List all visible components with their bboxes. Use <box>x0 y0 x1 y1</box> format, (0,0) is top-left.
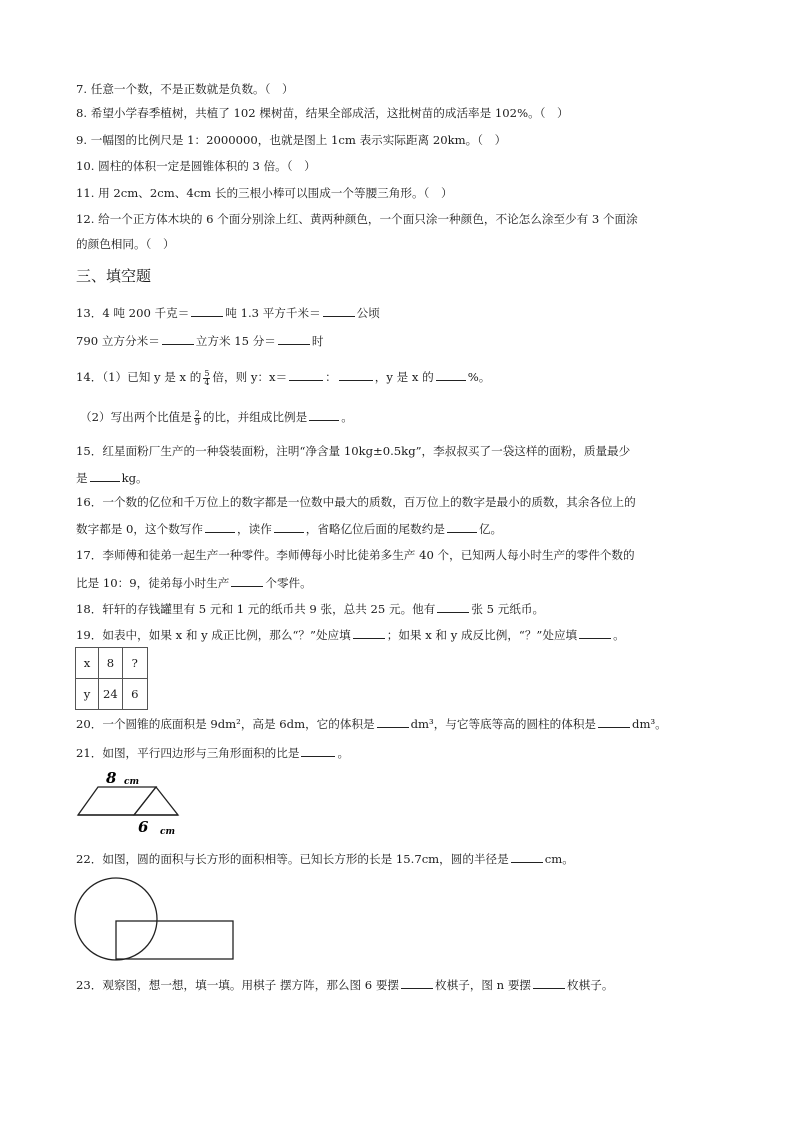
question-18: 18．轩轩的存钱罐里有 5 元和 1 元的纸币共 9 张，总共 25 元。他有 张 5 元纸币。 <box>76 602 545 616</box>
triangle-shape <box>134 787 178 815</box>
answer-blank[interactable] <box>231 575 263 587</box>
question-22: 22．如图，圆的面积与长方形的面积相等。已知长方形的长是 15.7cm，圆的半径是 cm。 <box>76 852 574 866</box>
question-19: 19．如表中，如果 x 和 y 成正比例，那么“？”处应填 ；如果 x 和 y 成反比例，“？”处应填 。 <box>76 628 625 642</box>
answer-blank[interactable] <box>301 745 335 757</box>
question-14-part2: （2）写出两个比值是 $\frac{2}{9}$ 的比，并组成比例是 。 <box>80 408 353 427</box>
question-20: 20．一个圆锥的底面积是 9dm²，高是 6dm，它的体积是 dm³，与它等底等高的圆柱的体积是 dm³。 <box>76 717 667 731</box>
question-12-line2: 的颜色相同。（ ） <box>76 237 175 251</box>
table-cell: y <box>76 679 99 710</box>
answer-blank[interactable] <box>274 521 304 533</box>
table-cell: x <box>76 648 99 679</box>
answer-blank[interactable] <box>339 369 373 381</box>
question-14-part1: 14．（1）已知 y 是 x 的 $\frac{5}{4}$ 倍，则 y：x＝ ： ，y 是 x 的 %。 <box>76 368 491 387</box>
answer-blank[interactable] <box>533 977 565 989</box>
question-10: 10. 圆柱的体积一定是圆锥体积的 3 倍。（ ） <box>76 159 316 173</box>
question-17-line2: 比是 10：9，徒弟每小时生产 个零件。 <box>76 576 312 590</box>
bottom-length-value: 6 <box>138 818 149 836</box>
question-15-line2: 是 kg。 <box>76 471 148 485</box>
answer-blank[interactable] <box>377 716 409 728</box>
parallelogram-triangle-figure <box>74 768 204 838</box>
answer-blank[interactable] <box>579 627 611 639</box>
section-heading-fill-in: 三、填空题 <box>76 267 152 285</box>
top-length-value: 8 <box>106 769 117 787</box>
fraction: $\frac{5}{4}$ <box>204 368 210 387</box>
question-16-line1: 16．一个数的亿位和千万位上的数字都是一位数中最大的质数，百万位上的数字是最小的质数，其余各位上的 <box>76 495 636 509</box>
answer-blank[interactable] <box>309 409 339 421</box>
question-7: 7. 任意一个数，不是正数就是负数。（ ） <box>76 82 294 96</box>
circle-rectangle-figure <box>74 877 239 962</box>
table-cell: 24 <box>99 679 123 710</box>
question-23: 23．观察图，想一想，填一填。用棋子 摆方阵，那么图 6 要摆 枚棋子，图 n 要摆 枚棋子。 <box>76 978 614 992</box>
table-cell: 8 <box>99 648 123 679</box>
fraction: $\frac{2}{9}$ <box>194 408 200 427</box>
answer-blank[interactable] <box>90 470 120 482</box>
table-row <box>76 648 148 679</box>
answer-blank[interactable] <box>437 601 469 613</box>
question-11: 11. 用 2cm、2cm、4cm 长的三根小棒可以围成一个等腰三角形。（ ） <box>76 186 453 200</box>
answer-blank[interactable] <box>289 369 323 381</box>
question-17-line1: 17．李师傅和徒弟一起生产一种零件。李师傅每小时比徒弟多生产 40 个，已知两人每小时生产的零件个数的 <box>76 548 635 562</box>
answer-blank[interactable] <box>598 716 630 728</box>
bottom-length-unit: cm <box>160 827 176 837</box>
answer-blank[interactable] <box>436 369 466 381</box>
answer-blank[interactable] <box>162 333 194 345</box>
answer-blank[interactable] <box>353 627 385 639</box>
answer-blank[interactable] <box>447 521 477 533</box>
answer-blank[interactable] <box>511 851 543 863</box>
answer-blank[interactable] <box>191 305 223 317</box>
answer-blank[interactable] <box>205 521 235 533</box>
answer-blank[interactable] <box>323 305 355 317</box>
answer-blank[interactable] <box>401 977 433 989</box>
table-row <box>76 679 148 710</box>
question-21: 21．如图，平行四边形与三角形面积的比是 。 <box>76 746 350 760</box>
question-13-line1: 13．4 吨 200 千克＝ 吨 1.3 平方千米＝ 公顷 <box>76 306 380 320</box>
question-13-line2: 790 立方分米＝ 立方米 15 分＝ 时 <box>76 334 324 348</box>
question-16-line2: 数字都是 0，这个数写作 ，读作 ，省略亿位后面的尾数约是 亿。 <box>76 522 503 536</box>
table-cell: 6 <box>122 679 147 710</box>
xy-table <box>75 647 148 710</box>
answer-blank[interactable] <box>278 333 310 345</box>
table-cell: ? <box>122 648 147 679</box>
question-12-line1: 12. 给一个正方体木块的 6 个面分别涂上红、黄两种颜色，一个面只涂一种颜色，不论怎么涂至少有 3 个面涂 <box>76 212 638 226</box>
top-length-unit: cm <box>124 777 140 787</box>
question-9: 9. 一幅图的比例尺是 1：2000000，也就是图上 1cm 表示实际距离 20km。（ ） <box>76 133 507 147</box>
question-8: 8. 希望小学春季植树，共植了 102 棵树苗，结果全部成活，这批树苗的成活率是 102%。（ ） <box>76 106 569 120</box>
rectangle-shape <box>116 921 233 959</box>
question-15-line1: 15．红星面粉厂生产的一种袋装面粉，注明“净含量 10kg±0.5kg”，李叔叔买了一袋这样的面粉，质量最少 <box>76 444 631 458</box>
